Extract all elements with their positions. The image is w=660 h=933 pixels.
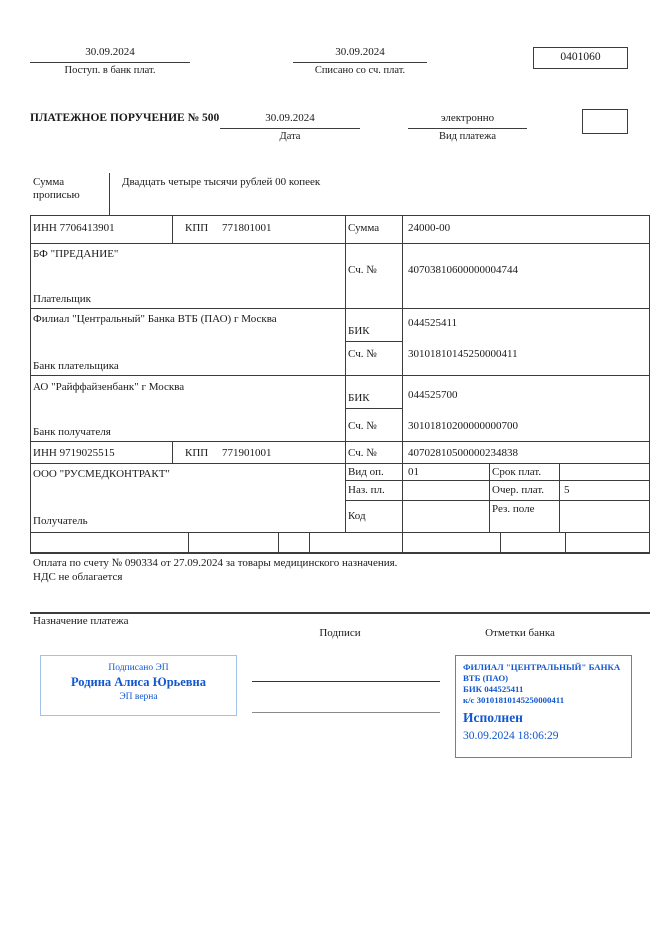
payee-kpp-label: КПП bbox=[185, 447, 209, 459]
payer-bank-bik-label: БИК bbox=[348, 325, 370, 337]
grid-hline bbox=[345, 480, 650, 481]
payee-bank-bik-value: 044525700 bbox=[408, 389, 458, 401]
payer-bank-section-label: Банк плательщика bbox=[33, 360, 119, 372]
vid-op-value: 01 bbox=[408, 466, 419, 478]
grid-hline bbox=[30, 375, 650, 376]
sum-value: 24000-00 bbox=[408, 222, 451, 234]
payer-bank-bik-value: 044525411 bbox=[408, 317, 458, 329]
bank-stamp-line-4: к/с 30101810145250000411 bbox=[463, 695, 565, 705]
document-date-label: Дата bbox=[279, 131, 301, 142]
form-code: 0401060 bbox=[560, 51, 601, 63]
grid-vline bbox=[345, 215, 346, 532]
debited-date-value: 30.09.2024 bbox=[335, 46, 385, 58]
amount-words-label-1: Сумма bbox=[33, 176, 65, 188]
payer-kpp-value: 771801001 bbox=[222, 222, 272, 234]
bank-marks-label: Отметки банка bbox=[485, 627, 555, 639]
payee-name: ООО "РУСМЕДКОНТРАКТ" bbox=[33, 468, 170, 480]
grid-vline bbox=[188, 532, 189, 552]
ocher-plat-value: 5 bbox=[564, 484, 570, 496]
payer-account-value: 40703810600000004744 bbox=[408, 264, 518, 276]
grid-vline bbox=[559, 463, 560, 532]
amount-words-value: Двадцать четыре тысячи рублей 00 копеек bbox=[122, 176, 321, 188]
payee-bank-account-value: 30101810200000000700 bbox=[408, 420, 518, 432]
payer-name: БФ "ПРЕДАНИЕ" bbox=[33, 248, 119, 260]
vid-op-label: Вид оп. bbox=[348, 466, 384, 478]
status-field-box bbox=[582, 109, 628, 134]
kod-label: Код bbox=[348, 510, 366, 522]
purpose-line-2: НДС не облагается bbox=[33, 571, 123, 583]
payer-kpp-label: КПП bbox=[185, 222, 209, 234]
grid-hline bbox=[345, 500, 650, 501]
signatures-label: Подписи bbox=[319, 627, 361, 639]
payer-bank-account-label: Сч. № bbox=[348, 348, 377, 360]
bank-stamp bbox=[455, 655, 632, 758]
payee-account-label: Сч. № bbox=[348, 447, 377, 459]
grid-hline bbox=[30, 463, 650, 464]
payer-bank-account-value: 30101810145250000411 bbox=[408, 348, 518, 360]
document-title: ПЛАТЕЖНОЕ ПОРУЧЕНИЕ № 500 bbox=[30, 112, 220, 124]
payee-account-value: 40702810500000234838 bbox=[408, 447, 518, 459]
form-code-box bbox=[533, 47, 628, 69]
naz-pl-label: Наз. пл. bbox=[348, 484, 385, 496]
debited-date-label: Списано со сч. плат. bbox=[314, 65, 406, 76]
document-date-value: 30.09.2024 bbox=[265, 112, 315, 124]
grid-hline bbox=[30, 552, 650, 554]
grid-vline bbox=[172, 215, 173, 243]
bank-stamp-line-3: БИК 044525411 bbox=[463, 684, 524, 694]
payee-section-label: Получатель bbox=[33, 515, 88, 527]
signature-line-2 bbox=[252, 712, 440, 713]
payee-kpp-value: 771901001 bbox=[222, 447, 272, 459]
payer-inn: ИНН 7706413901 bbox=[33, 222, 115, 234]
grid-hline bbox=[30, 308, 650, 309]
grid-vline bbox=[402, 532, 403, 552]
payer-section-label: Плательщик bbox=[33, 293, 91, 305]
bank-stamp-line-1: ФИЛИАЛ "ЦЕНТРАЛЬНЫЙ" БАНКА bbox=[463, 662, 621, 672]
grid-hline bbox=[30, 532, 650, 533]
grid-vline bbox=[489, 463, 490, 532]
signature-line-1 bbox=[252, 681, 440, 682]
payer-bank-name: Филиал "Центральный" Банка ВТБ (ПАО) г Москва bbox=[33, 313, 277, 325]
bank-stamp-datetime: 30.09.2024 18:06:29 bbox=[463, 730, 559, 742]
amount-words-label-2: прописью bbox=[33, 189, 80, 201]
grid-vline bbox=[565, 532, 566, 552]
payee-bank-bik-label: БИК bbox=[348, 392, 370, 404]
rez-pole-label: Рез. поле bbox=[492, 503, 535, 515]
grid-vline bbox=[649, 215, 650, 553]
grid-vline bbox=[500, 532, 501, 552]
srok-plat-label: Срок плат. bbox=[492, 466, 542, 478]
esignature-line-3: ЭП верна bbox=[119, 692, 158, 702]
purpose-line-1: Оплата по счету № 090334 от 27.09.2024 за товары медицинского назначения. bbox=[33, 557, 398, 569]
payment-kind-value: электронно bbox=[440, 112, 495, 124]
payment-kind-label: Вид платежа bbox=[438, 131, 496, 142]
grid-vline bbox=[109, 173, 110, 215]
document-date-underline bbox=[220, 128, 360, 129]
grid-hline bbox=[30, 215, 650, 216]
grid-hline bbox=[30, 441, 650, 442]
esignature-stamp bbox=[40, 655, 237, 716]
grid-vline bbox=[30, 215, 31, 553]
purpose-section-label: Назначение платежа bbox=[33, 615, 129, 627]
esignature-line-1: Подписано ЭП bbox=[108, 663, 169, 673]
payee-bank-account-label: Сч. № bbox=[348, 420, 377, 432]
grid-vline bbox=[172, 441, 173, 463]
grid-hline bbox=[30, 243, 650, 244]
purpose-underline bbox=[30, 612, 650, 614]
received-date-value: 30.09.2024 bbox=[85, 46, 135, 58]
grid-hline bbox=[345, 341, 402, 342]
payment-kind-underline bbox=[408, 128, 527, 129]
payer-account-label: Сч. № bbox=[348, 264, 377, 276]
grid-vline bbox=[278, 532, 279, 552]
received-date-underline bbox=[30, 62, 190, 63]
grid-hline bbox=[345, 408, 402, 409]
bank-stamp-line-2: ВТБ (ПАО) bbox=[463, 673, 509, 683]
esignature-name: Родина Алиса Юрьевна bbox=[70, 675, 207, 689]
sum-label: Сумма bbox=[348, 222, 380, 234]
ocher-plat-label: Очер. плат. bbox=[492, 484, 545, 496]
debited-date-underline bbox=[293, 62, 427, 63]
grid-vline bbox=[309, 532, 310, 552]
grid-vline bbox=[402, 215, 403, 532]
payee-bank-section-label: Банк получателя bbox=[33, 426, 111, 438]
bank-stamp-status: Исполнен bbox=[463, 710, 523, 725]
received-date-label: Поступ. в банк плат. bbox=[64, 65, 156, 76]
payee-inn: ИНН 9719025515 bbox=[33, 447, 115, 459]
payee-bank-name: АО "Райффайзенбанк" г Москва bbox=[33, 381, 185, 393]
